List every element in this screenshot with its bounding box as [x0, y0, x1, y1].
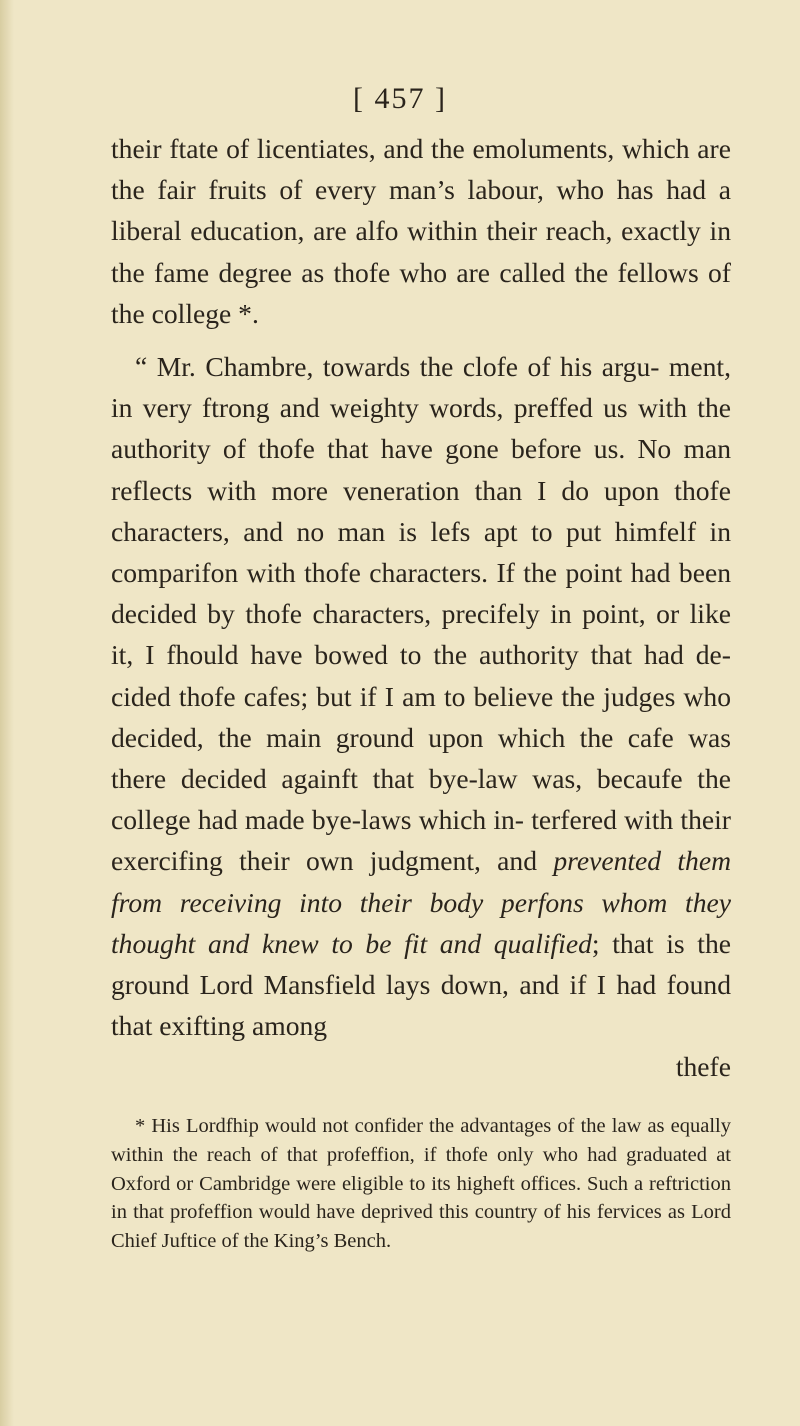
- paragraph-2-text-a: “ Mr. Chambre, towards the clofe of his argu- ment, in very ftrong and weighty words, preffed us with the authority of thofe that have gone before us. No man reflects with more veneration than I do upon thofe characters, and no man is lefs apt to put himfelf in comparifon with thofe characters. If the point had been decided by thofe characters, precifely in point, or like it, I fhould have bowed to the authority that had de- cided thofe cafes; but if I am to believe the judges who decided, the main ground upon which the cafe was there decided againft that bye-law was, becaufe the college had made bye-laws which in- terfered with their exercifing their own judgment, and: [111, 351, 731, 877]
- page-edge-shadow: [0, 0, 14, 1426]
- body-text: [111, 128, 731, 1088]
- catchword: thefe: [675, 1051, 731, 1083]
- footnote: * His Lordfhip would not confider the advantages of the law as equally within the reach of that profeffion, if thofe only who had graduated at Oxford or Cambridge were eligible to its higheft offices. Such a reftriction in that profeffion would have deprived this country of his fervices as Lord Chief Juftice of the King’s Bench.: [111, 1115, 731, 1253]
- paragraph-2-italic: prevented them from receiving into their body perfons whom they thought and knew to be fit and qualified: [111, 845, 731, 959]
- page-number: [ 457 ]: [353, 82, 447, 115]
- paragraph-1: their ftate of licentiates, and the emoluments, which are the fair fruits of every man’s labour, who has had a liberal education, are alfo within their reach, exactly in the fame degree as thofe who are called the fellows of the college *.: [111, 133, 731, 329]
- paragraph-2: [111, 346, 731, 1088]
- paragraph-2-text-b: ; that is the ground Lord Mansfield lays down, and if I had found that exifting among: [111, 927, 731, 1042]
